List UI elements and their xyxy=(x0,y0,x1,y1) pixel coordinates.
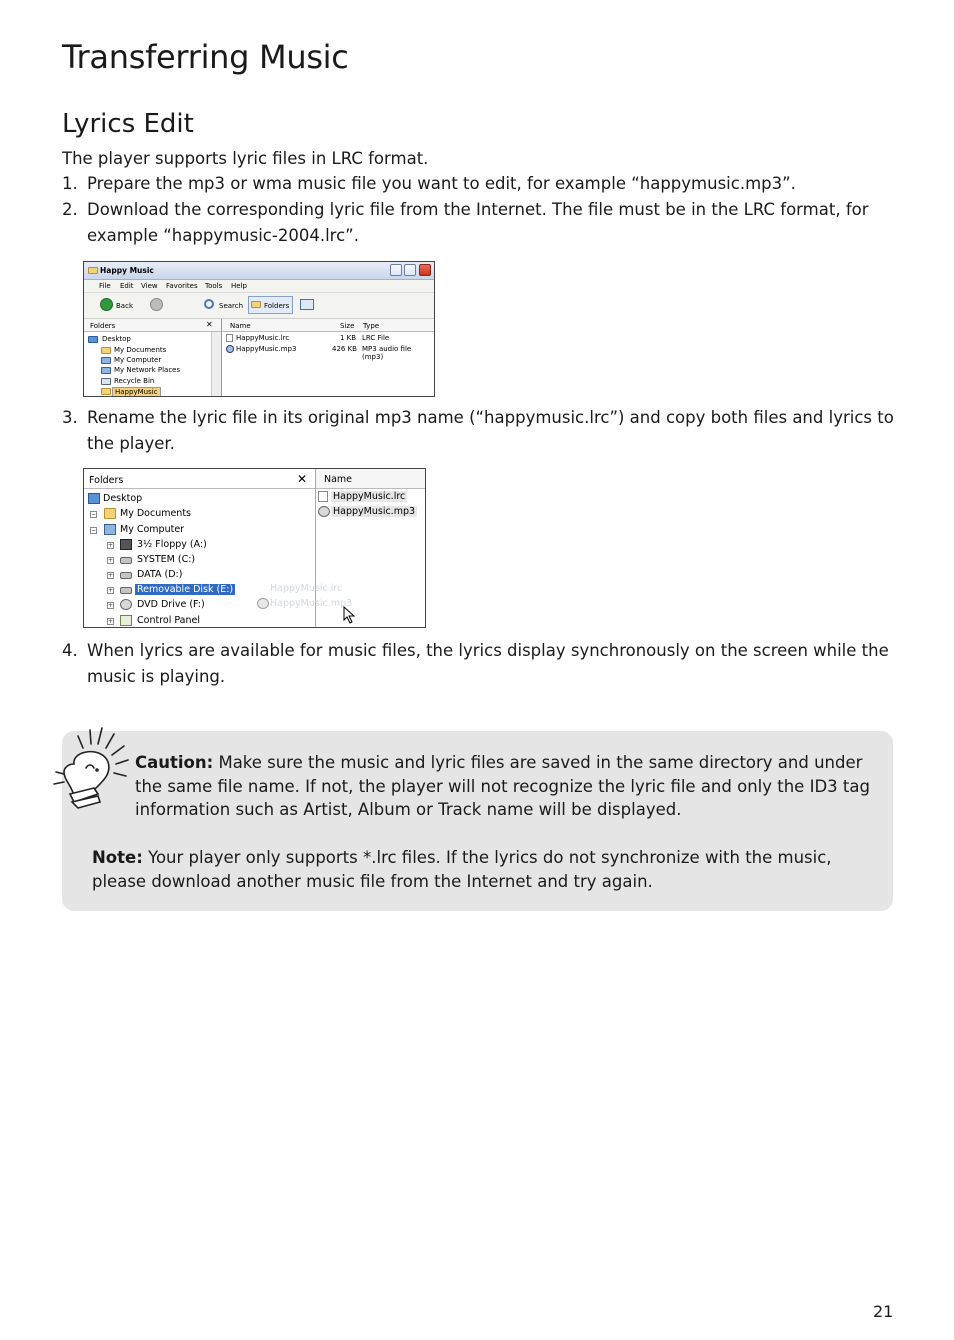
note-body: Your player only supports *.lrc files. If the lyrics do not synchronize with the music, please download another music file from the Internet and try again. xyxy=(92,848,832,891)
page-number: 21 xyxy=(873,1302,894,1321)
step-text: When lyrics are available for music files, the lyrics display synchronously on the screen while the music is playing. xyxy=(87,641,889,686)
column-headers xyxy=(222,319,434,332)
file-size: 1 KB xyxy=(340,334,357,342)
forward-arrow-icon xyxy=(150,298,163,311)
column-name[interactable]: Name xyxy=(324,474,353,485)
computer-icon xyxy=(104,524,116,535)
search-icon xyxy=(204,299,214,309)
folders-label: Folders xyxy=(89,475,124,486)
file-type: MP3 audio file (mp3) xyxy=(362,345,412,361)
tree-item-label: 3½ Floppy (A:) xyxy=(137,539,207,550)
note-label: Note: xyxy=(92,848,143,867)
floppy-icon xyxy=(120,539,132,550)
note-text xyxy=(92,846,882,893)
lightbulb-icon xyxy=(50,724,132,812)
tree-item-my-network-places[interactable]: My Network Places xyxy=(114,366,181,374)
folder-icon xyxy=(104,508,116,519)
file-type: LRC File xyxy=(362,334,390,342)
step-number: 2. xyxy=(62,200,78,219)
folder-icon xyxy=(101,388,111,395)
window-title-bar xyxy=(84,262,434,280)
menu-help[interactable]: Help xyxy=(231,282,247,290)
step-4 xyxy=(62,638,898,690)
expand-toggle-icon[interactable]: + xyxy=(108,572,114,579)
tree-item-my-computer[interactable]: My Computer xyxy=(114,356,162,364)
menu-edit[interactable]: Edit xyxy=(120,282,134,290)
close-icon[interactable]: ✕ xyxy=(206,320,213,329)
search-button[interactable]: Search xyxy=(219,302,244,310)
close-button[interactable] xyxy=(419,264,431,276)
expand-toggle-icon[interactable]: + xyxy=(108,618,114,625)
file-name: HappyMusic.lrc xyxy=(236,334,290,342)
tree-item-label: Control Panel xyxy=(137,615,200,626)
views-icon[interactable] xyxy=(300,299,314,310)
folders-label: Folders xyxy=(90,322,116,330)
column-name[interactable]: Name xyxy=(230,322,251,330)
tree-item-label: My Computer xyxy=(120,524,185,535)
audio-file-icon xyxy=(318,506,330,517)
intro-text: The player supports lyric files in LRC format. xyxy=(62,149,429,168)
file-name: HappyMusic.lrc xyxy=(333,491,406,502)
document-icon xyxy=(318,491,328,502)
file-name: HappyMusic.mp3 xyxy=(236,345,297,353)
control-panel-icon xyxy=(120,615,132,626)
recycle-bin-icon xyxy=(101,378,111,385)
audio-file-icon xyxy=(257,598,269,609)
menu-bar xyxy=(84,280,434,293)
folders-button[interactable]: Folders xyxy=(264,302,290,310)
cursor-icon xyxy=(343,606,361,626)
document-icon xyxy=(226,334,233,342)
expand-toggle-icon[interactable]: + xyxy=(108,557,114,564)
menu-favorites[interactable]: Favorites xyxy=(166,282,198,290)
drag-ghost-label: HappyMusic.mp3 xyxy=(270,598,353,609)
minimize-button[interactable] xyxy=(390,264,402,276)
page-title: Transferring Music xyxy=(62,38,349,76)
step-2 xyxy=(62,197,898,249)
tree-item-label: DATA (D:) xyxy=(137,569,183,580)
menu-file[interactable]: File xyxy=(99,282,111,290)
drag-ghost-label: HappyMusic.lrc xyxy=(270,583,343,594)
back-button[interactable]: Back xyxy=(116,302,133,310)
step-3 xyxy=(62,405,898,457)
file-row[interactable] xyxy=(226,334,434,344)
tree-item-label: Removable Disk (E:) xyxy=(137,584,234,595)
caution-body: Make sure the music and lyric files are saved in the same directory and under the same file name. If not, the player will not recognize the lyric file and only the ID3 tag information such as Artist, Album or Track name will be displayed. xyxy=(135,753,870,819)
step-number: 4. xyxy=(62,641,78,660)
expand-toggle-icon[interactable]: + xyxy=(108,542,114,549)
tree-item-happymusic[interactable]: HappyMusic xyxy=(112,387,161,397)
expand-toggle-icon[interactable]: + xyxy=(108,587,114,594)
folder-icon xyxy=(101,347,111,354)
file-row[interactable] xyxy=(226,345,434,361)
network-icon xyxy=(101,367,111,374)
close-icon[interactable]: ✕ xyxy=(296,472,307,486)
explorer-window-screenshot xyxy=(83,261,435,397)
tree-item-label: Desktop xyxy=(103,493,143,504)
step-number: 1. xyxy=(62,174,78,193)
expand-toggle-icon[interactable]: + xyxy=(108,602,114,609)
caution-text xyxy=(135,751,880,822)
collapse-toggle-icon[interactable]: − xyxy=(91,527,97,534)
dvd-drive-icon xyxy=(120,599,132,610)
collapse-toggle-icon[interactable]: − xyxy=(91,511,97,518)
window-title: Happy Music xyxy=(100,266,154,275)
computer-icon xyxy=(101,357,111,364)
toolbar xyxy=(84,293,434,319)
step-1 xyxy=(62,171,898,197)
file-name: HappyMusic.mp3 xyxy=(333,506,416,517)
back-arrow-icon xyxy=(100,298,113,311)
maximize-button[interactable] xyxy=(404,264,416,276)
folder-icon xyxy=(88,267,98,274)
step-text: Prepare the mp3 or wma music file you want to edit, for example “happymusic.mp3”. xyxy=(87,174,796,193)
folders-pane-header xyxy=(84,469,315,489)
tree-item-label: DVD Drive (F:) xyxy=(137,599,205,610)
menu-view[interactable]: View xyxy=(141,282,158,290)
menu-tools[interactable]: Tools xyxy=(205,282,223,290)
step-text: Download the corresponding lyric file from the Internet. The file must be in the LRC format, for example “happymusic-2004.lrc”. xyxy=(87,200,869,245)
tree-item-my-documents[interactable]: My Documents xyxy=(114,346,167,354)
drive-icon xyxy=(120,557,132,564)
folders-tree-screenshot xyxy=(83,468,426,628)
desktop-icon xyxy=(88,493,100,504)
tree-item-label: My Documents xyxy=(120,508,192,519)
column-headers xyxy=(316,469,425,489)
column-type[interactable]: Type xyxy=(363,322,380,330)
desktop-icon xyxy=(88,336,98,343)
tree-item-recycle-bin[interactable]: Recycle Bin xyxy=(114,377,155,385)
caution-label: Caution: xyxy=(135,753,214,772)
folders-pane-header xyxy=(84,319,221,332)
tree-item-label: SYSTEM (C:) xyxy=(137,554,196,565)
step-number: 3. xyxy=(62,408,78,427)
column-size[interactable]: Size xyxy=(340,322,355,330)
section-title: Lyrics Edit xyxy=(62,109,194,139)
removable-drive-icon xyxy=(120,587,132,594)
step-text: Rename the lyric file in its original mp3 name (“happymusic.lrc”) and copy both files and lyrics to the player. xyxy=(87,408,894,453)
drive-icon xyxy=(120,572,132,579)
folder-icon xyxy=(251,301,261,308)
audio-file-icon xyxy=(226,345,234,353)
scrollbar[interactable] xyxy=(211,332,221,396)
tree-item-desktop[interactable]: Desktop xyxy=(102,335,131,343)
folders-pane xyxy=(84,319,222,396)
file-size: 426 KB xyxy=(332,345,357,353)
